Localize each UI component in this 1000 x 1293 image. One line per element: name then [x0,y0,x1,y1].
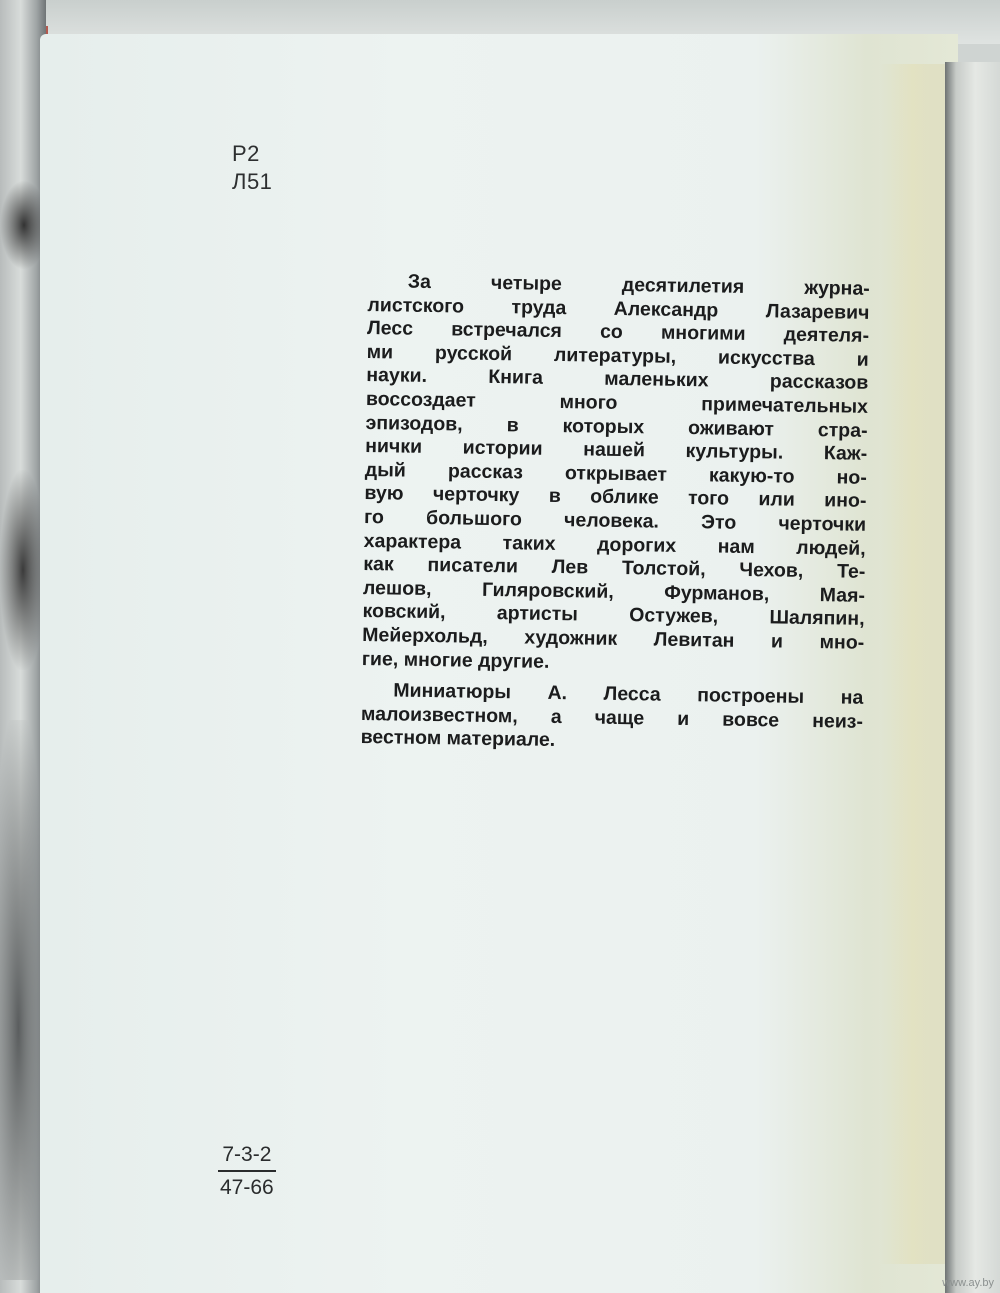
paragraph-2 [360,679,863,758]
index-denominator: 47-66 [220,1176,274,1199]
library-classification [232,140,272,196]
classification-line: Л51 [232,169,273,194]
text-line: дый рассказ открывает какую-то но- [364,458,867,489]
text-line: Мейерхольд, художник Левитан и мно- [362,623,865,654]
index-numerator: 7-3-2 [222,1143,272,1166]
publication-index-code [218,1142,276,1201]
text-line: вестном материале. [360,726,556,752]
text-line: За четыре десятилетия журна- [407,270,870,300]
watermark: www.ay.by [942,1277,994,1289]
text-line: листского труда Александр Лазаревич [367,293,870,324]
paragraph-1 [362,270,870,679]
text-line: воссоздает много примечательных [365,387,869,418]
text-line: малоизвестном, а чаще и вовсе неиз- [360,702,864,733]
text-line: нички истории нашей культуры. Каж- [365,435,868,466]
classification-line: Р2 [232,141,260,166]
text-line: как писатели Лев Толстой, Чехов, Те- [363,553,866,583]
fraction-rule [218,1170,276,1172]
text-line: ми русской литературы, искусства и [366,340,869,371]
text-line: характера таких дорогих нам людей, [363,529,866,560]
text-line: Миниатюры А. Лесса построены на [393,679,864,709]
book-spine-gutter [945,62,1000,1293]
text-line: го большого человека. Это черточки [363,505,867,536]
text-line: гие, многие другие. [361,647,550,673]
text-line: ковский, артисты Остужев, Шаляпин, [362,600,865,631]
text-line: науки. Книга маленьких рассказов [366,364,869,395]
annotation-text [360,270,869,758]
text-line: лешов, Гиляровский, Фурманов, Мая- [362,576,866,607]
text-line: Лесс встречался со многими деятеля- [366,317,870,348]
text-line: вую черточку в облике того или ино- [364,482,867,513]
shadow [0,180,40,270]
text-line: эпизодов, в которых оживают стра- [365,411,868,442]
